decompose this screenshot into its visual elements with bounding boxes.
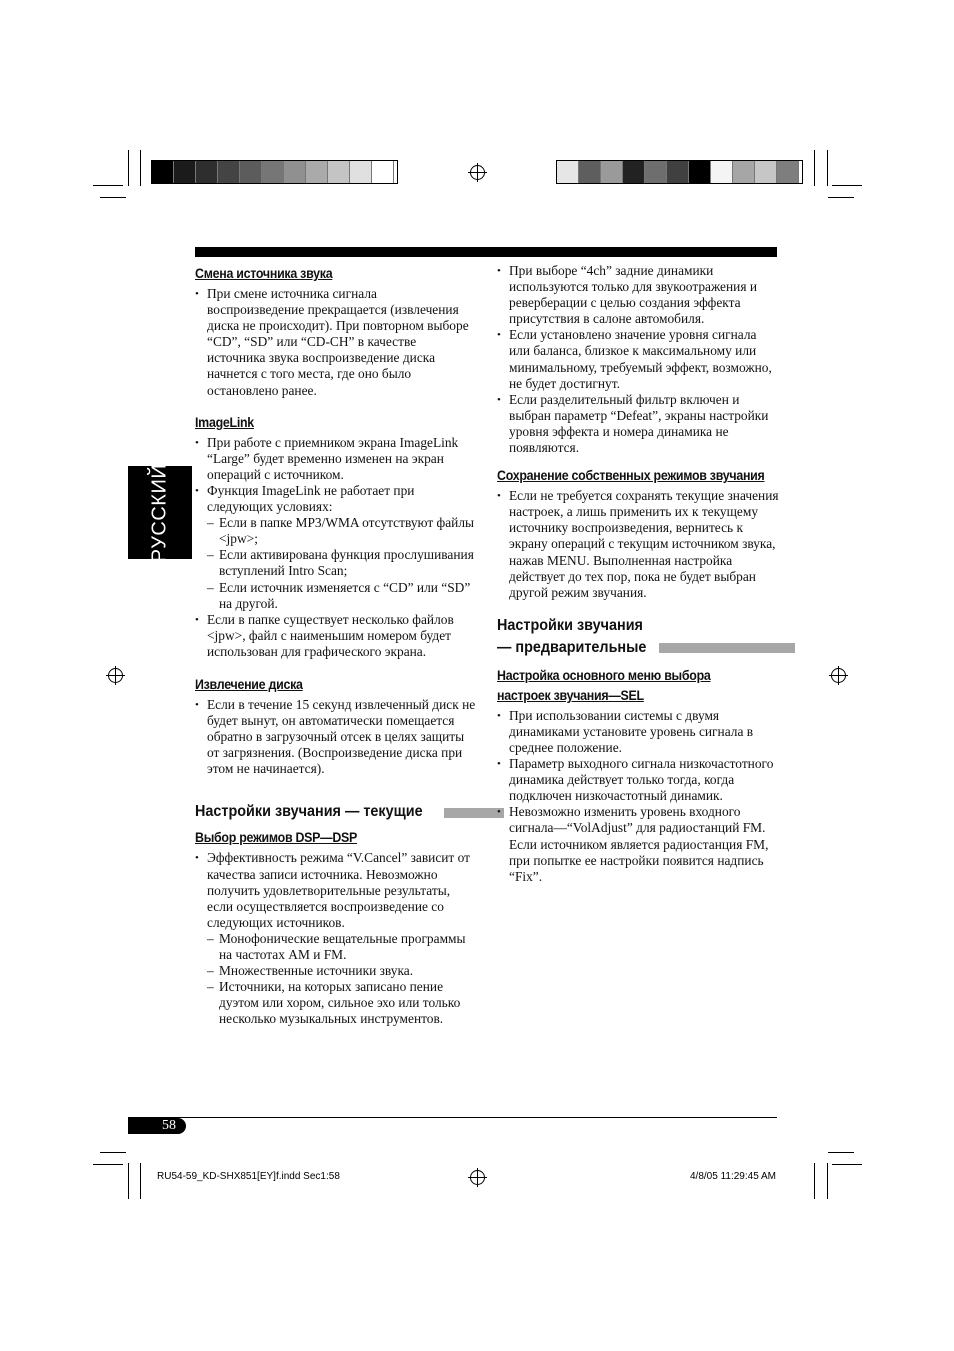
crop-mark: [832, 185, 862, 186]
chapter-title-line: — предварительные: [497, 638, 647, 656]
section-heading: [497, 667, 779, 704]
color-swatch: [152, 161, 174, 183]
color-swatch: [284, 161, 306, 183]
section-heading: Выбор режимов DSP—DSP: [195, 830, 358, 846]
bullet-item: • Эффективность режима “V.Cancel” зависит от качества записи источника. Невозможно получить удовлетворительные результаты, если осуществляется воспроизведение со следующих источников.: [195, 850, 477, 930]
color-swatch: [623, 161, 645, 183]
dash-item: – Источники, на которых записано пение дуэтом или хором, сильное эхо или только несколько музыкальных инструментов.: [195, 979, 477, 1027]
bullet-item: • Если не требуется сохранять текущие значения настроек, а лишь применить их к текущему источнику воспроизведения, вернитесь к экрану операций с текущим источником звука, нажав MENU. Выполненная настройка действует до тех пор, пока не будет выбран другой режим звучания.: [497, 488, 779, 601]
color-swatch-bar-left: [151, 160, 398, 184]
bullet-item: • Если в течение 15 секунд извлеченный диск не будет вынут, он автоматически помещается обратно в загрузочный отсек в целях защиты от загрязнения. (Воспроизведение диска при этом не начинается).: [195, 697, 477, 777]
crop-mark: [140, 1163, 141, 1199]
color-swatch: [196, 161, 218, 183]
crop-mark: [128, 150, 129, 186]
bullet-list: [195, 697, 477, 777]
bullet-item: • Если установлено значение уровня сигнала или баланса, близкое к максимальному или минимальному, требуемый эффект, возможно, не будет достигнут.: [497, 327, 779, 391]
crop-mark: [814, 150, 815, 186]
color-swatch: [262, 161, 284, 183]
chapter-title: [195, 801, 477, 823]
footer-rule: [128, 1117, 777, 1118]
color-swatch: [174, 161, 196, 183]
section-heading: ImageLink: [195, 414, 254, 430]
color-swatch: [711, 161, 733, 183]
dash-item: – Монофонические вещательные программы на частотах AM и FM.: [195, 931, 477, 963]
dash-item: – Если источник изменяется с “CD” или “SD” на другой.: [195, 580, 477, 612]
crop-mark: [128, 1163, 129, 1199]
bullet-item: • При работе с приемником экрана ImageLink “Large” будет временно изменен на экран операций с источником.: [195, 435, 477, 483]
bullet-item: • Если разделительный фильтр включен и выбран параметр “Defeat”, экраны настройки уровня эффекта и номера динамика не появляются.: [497, 392, 779, 456]
title-grey-bar: [444, 808, 504, 818]
dash-item: – Множественные источники звука.: [195, 963, 477, 979]
section-heading-line: Настройка основного меню выбора: [497, 667, 711, 683]
dash-item: – Если активирована функция прослушивания вступлений Intro Scan;: [195, 547, 477, 579]
print-slug-date: 4/8/05 11:29:45 AM: [690, 1171, 776, 1182]
crop-mark: [827, 1163, 828, 1199]
bullet-item: • При смене источника сигнала воспроизведение прекращается (извлечения диска не происходит). При повторном выборе “CD”, “SD” или “CD-CH” в качестве источника звука воспроизведение диска начнется с того места, где оно было остановлено ранее.: [195, 286, 477, 399]
crop-mark: [827, 150, 828, 186]
section-heading: Смена источника звука: [195, 266, 333, 281]
color-swatch: [777, 161, 799, 183]
color-swatch: [350, 161, 372, 183]
color-swatch: [689, 161, 711, 183]
crop-mark: [93, 185, 123, 186]
header-rule: [195, 247, 777, 257]
bullet-list: [195, 435, 477, 660]
chapter-title: [497, 615, 779, 659]
language-tab-label: РУССКИЙ: [148, 463, 171, 562]
crop-mark: [100, 197, 126, 198]
bullet-list: [195, 850, 477, 1027]
page-number: 58: [162, 1118, 176, 1133]
chapter-title-line: Настройки звучания: [497, 616, 643, 634]
color-swatch: [579, 161, 601, 183]
crop-mark: [828, 1152, 854, 1153]
bullet-item: • Если в папке существует несколько файлов <jpw>, файл с наименьшим номером будет использован для графического экрана.: [195, 612, 477, 660]
registration-mark-icon: [108, 668, 123, 683]
color-swatch: [306, 161, 328, 183]
registration-mark-icon: [470, 165, 485, 180]
section-heading: Сохранение собственных режимов звучания: [497, 468, 765, 484]
section-heading-line: настроек звучания—SEL: [497, 687, 644, 703]
bullet-list: [497, 708, 779, 885]
page-number-badge: [128, 1118, 186, 1134]
crop-mark: [814, 1163, 815, 1199]
bullet-item: • Параметр выходного сигнала низкочастотного динамика действует только тогда, когда подключен низкочастотный динамик.: [497, 756, 779, 804]
chapter-title-text: Настройки звучания — текущие: [195, 803, 423, 821]
color-swatch: [645, 161, 667, 183]
color-swatch-bar-right: [556, 160, 803, 184]
bullet-list: [497, 263, 779, 456]
crop-mark: [828, 197, 854, 198]
color-swatch: [328, 161, 350, 183]
title-grey-bar: [659, 643, 795, 653]
bullet-item: • При выборе “4ch” задние динамики используются только для звукоотражения и реверберации с целью создания эффекта присутствия в салоне автомобиля.: [497, 263, 779, 327]
bullet-item: • Невозможно изменить уровень входного сигнала—“VolAdjust” для радиостанций FM. Если источником является радиостанция FM, при попытке ее настройки появится надпись “Fix”.: [497, 804, 779, 884]
crop-mark: [100, 1152, 126, 1153]
color-swatch: [755, 161, 777, 183]
bullet-list: [497, 488, 779, 601]
color-swatch: [372, 161, 394, 183]
color-swatch: [667, 161, 689, 183]
left-column: [195, 265, 477, 1027]
section-heading: Извлечение диска: [195, 676, 303, 692]
color-swatch: [557, 161, 579, 183]
color-swatch: [601, 161, 623, 183]
crop-mark: [832, 1164, 862, 1165]
language-tab: [128, 463, 192, 562]
registration-mark-icon: [831, 668, 846, 683]
bullet-list: [195, 286, 477, 399]
registration-mark-icon: [470, 1170, 485, 1185]
color-swatch: [733, 161, 755, 183]
color-swatch: [240, 161, 262, 183]
bullet-item: • Функция ImageLink не работает при следующих условиях:: [195, 483, 477, 515]
right-column: [497, 263, 779, 885]
crop-mark: [93, 1164, 123, 1165]
dash-item: – Если в папке MP3/WMA отсутствуют файлы <jpw>;: [195, 515, 477, 547]
print-slug-file: RU54-59_KD-SHX851[EY]f.indd Sec1:58: [157, 1171, 340, 1182]
color-swatch: [218, 161, 240, 183]
bullet-item: • При использовании системы с двумя динамиками установите уровень сигнала в среднее положение.: [497, 708, 779, 756]
crop-mark: [140, 150, 141, 186]
